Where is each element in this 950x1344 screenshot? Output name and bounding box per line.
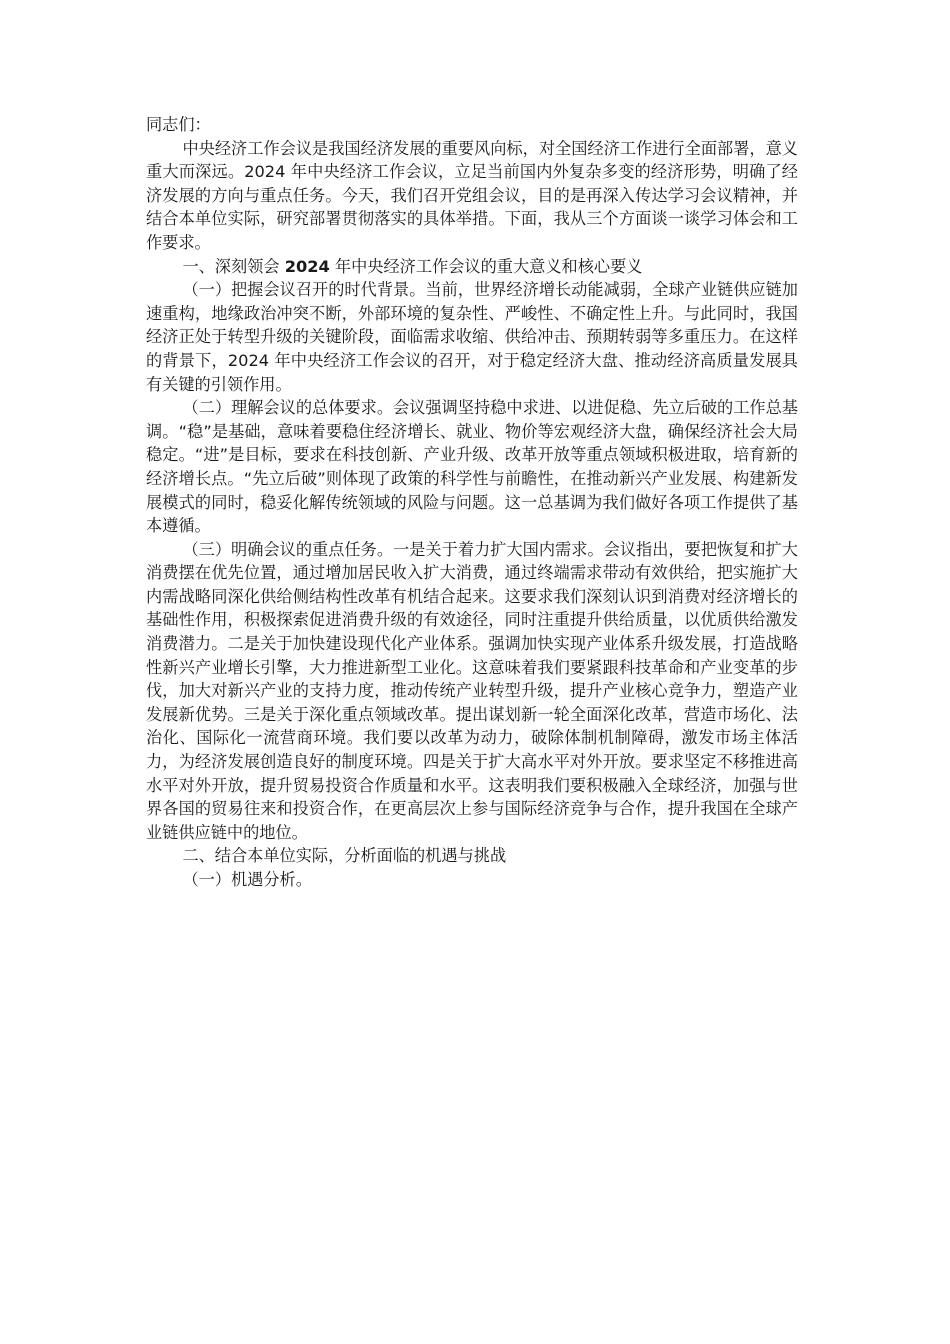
section-1-paragraph-3: （三）明确会议的重点任务。一是关于着力扩大国内需求。会议指出，要把恢复和扩大消费摆在优先位置，通过增加居民收入扩大消费，通过终端需求带动有效供给，把实施扩大内需战略同深化供给侧结构性改革有机结合起来。这要求我们深刻认识到消费对经济增长的基础性作用，积极探索促进消费升级的有效途径，同时注重提升供给质量，以优质供给激发消费潜力。二是关于加快建设现代化产业体系。强调加快实现产业体系升级发展，打造战略性新兴产业增长引擎，大力推进新型工业化。这意味着我们要紧跟科技革命和产业变革的步伐，加大对新兴产业的支持力度，推动传统产业转型升级，提升产业核心竞争力，塑造产业发展新优势。三是关于深化重点领域改革。提出谋划新一轮全面深化改革，营造市场化、法治化、国际化一流营商环境。我们要以改革为动力，破除体制机制障碍，激发市场主体活力，为经济发展创造良好的制度环境。四是关于扩大高水平对外开放。要求坚定不移推进高水平对外开放，提升贸易投资合作质量和水平。这表明我们要积极融入全球经济，加强与世界各国的贸易往来和投资合作，在更高层次上参与国际经济竞争与合作，提升我国在全球产业链供应链中的地位。: [146, 539, 798, 842]
section-1-paragraph-2: （二）理解会议的总体要求。会议强调坚持稳中求进、以进促稳、先立后破的工作总基调。“稳”是基础，意味着要稳住经济增长、就业、物价等宏观经济大盘，确保经济社会大局稳定。“进”是目标，要求在科技创新、产业升级、改革开放等重点领域积极进取，培育新的经济增长点。“先立后破”则体现了政策的科学性与前瞻性，在推动新兴产业发展、构建新发展模式的同时，稳妥化解传统领域的风险与问题。这一总基调为我们做好各项工作提供了基本遵循。: [146, 398, 798, 536]
section-1-paragraph-1: （一）把握会议召开的时代背景。当前，世界经济增长动能减弱，全球产业链供应链加速重构，地缘政治冲突不断，外部环境的复杂性、严峻性、不确定性上升。与此同时，我国经济正处于转型升级的关键阶段，面临需求收缩、供给冲击、预期转弱等多重压力。在这样的背景下，2024 年中央经济工作会议的召开，对于稳定经济大盘、推动经济高质量发展具有关键的引领作用。: [146, 280, 798, 394]
section-1-heading-prefix: 一、深刻领会: [182, 256, 285, 276]
section-2-subheading-1: （一）机遇分析。: [182, 870, 312, 889]
section-1-heading-suffix: 年中央经济工作会议的重大意义和核心要义: [329, 256, 643, 276]
section-1-heading-year: 2024: [284, 256, 330, 276]
salutation: 同志们：: [146, 115, 211, 134]
section-1-heading: [146, 255, 798, 279]
intro-paragraph: 中央经济工作会议是我国经济发展的重要风向标，对全国经济工作进行全面部署，意义重大而深远。2024 年中央经济工作会议，立足当前国内外复杂多变的经济形势，明确了经济发展的方向与重点任务。今天，我们召开党组会议，目的是再深入传达学习会议精神，并结合本单位实际，研究部署贯彻落实的具体举措。下面，我从三个方面谈一谈学习体会和工作要求。: [146, 138, 798, 252]
document-body: [146, 113, 798, 892]
section-2-heading: 二、结合本单位实际，分析面临的机遇与挑战: [182, 846, 507, 866]
